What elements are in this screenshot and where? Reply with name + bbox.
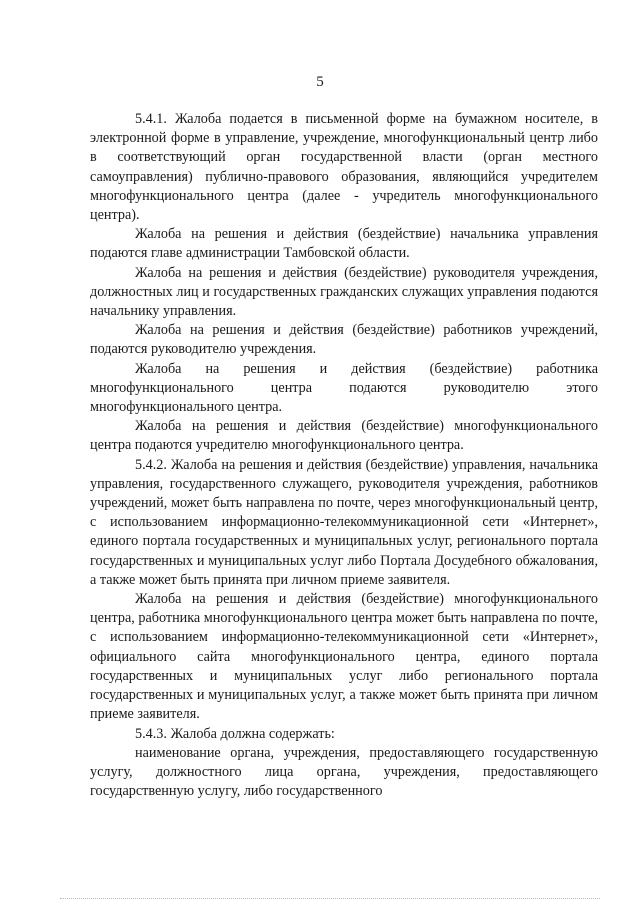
page-number: 5 [316,74,324,90]
paragraph-complaint-institution-head: Жалоба на решения и действия (бездействие) руководителя учреждения, должностных лиц и государственных гражданских служащих управления подаются начальнику управления. [90,264,598,320]
paragraph-5-4-1: 5.4.1. Жалоба подается в письменной форме на бумажном носителе, в электронной форме в управление, учреждение, многофункциональный центр либо в соответствующий орган государственной власти (орган местного самоуправления) публично-правового образования, являющийся учредителем многофункционального центра (далее - учредитель многофункционального центра). [90,111,598,224]
bottom-divider [60,898,600,900]
paragraph-complaint-mfc-channels: Жалоба на решения и действия (бездействие) многофункционального центра, работника многофункционального центра может быть направлена по почте, с использованием информационно-телекоммуникационной сети «Интернет», официального сайта многофункционального центра, единого портала государственных и муниципальных услуг либо регионального портала государственных и муниципальных услуг, а также может быть принята при личном приеме заявителя. [90,591,598,723]
paragraph-5-4-3: 5.4.3. Жалоба должна содержать: [135,725,335,742]
paragraph-complaint-mfc: Жалоба на решения и действия (бездействие) многофункционального центра подаются учредителю многофункционального центра. [90,418,598,454]
body-text [90,110,598,801]
paragraph-complaint-head-of-department: Жалоба на решения и действия (бездействие) начальника управления подаются главе администрации Тамбовской области. [90,226,598,262]
paragraph-complaint-institution-workers: Жалоба на решения и действия (бездействие) работников учреждений, подаются руководителю учреждения. [90,322,598,358]
paragraph-5-4-2: 5.4.2. Жалоба на решения и действия (бездействие) управления, начальника управления, государственного служащего, руководителя учреждения, работников учреждений, может быть направлена по почте, через многофункциональный центр, с использованием информационно-телекоммуникационной сети «Интернет», единого портала государственных и муниципальных услуг, регионального портала государственных и муниципальных услуг либо Портала Досудебного обжалования, а также может быть принята при личном приеме заявителя. [90,456,598,588]
paragraph-complaint-mfc-worker: Жалоба на решения и действия (бездействие) работника многофункционального центра подаются руководителю этого многофункционального центра. [90,360,598,416]
paragraph-complaint-contents-item: наименование органа, учреждения, предоставляющего государственную услугу, должностного лица органа, учреждения, предоставляющего государственную услугу, либо государственного [90,744,598,800]
